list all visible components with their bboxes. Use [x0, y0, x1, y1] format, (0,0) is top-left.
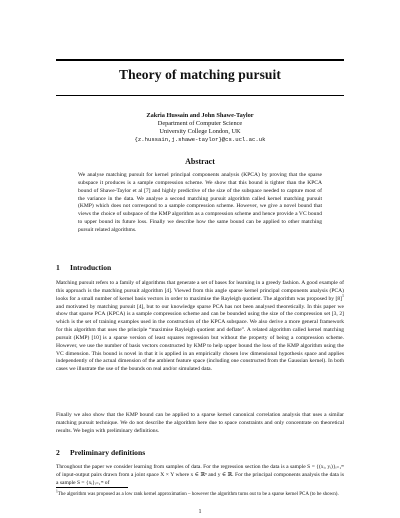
section-number: 2 — [56, 448, 60, 457]
intro-paragraph-1-part-b: and motivated by matching pursuit [4], but to our knowledge sparse PCA has not been analysed theoretically. In this paper we show that sparse PCA (KPCA) is a sample compression scheme and can be bounded using the size of the compression set [3, 2] which is the set of training examples used in the construction of the KPCA subspace. We also derive a more general framework for this algorithm that uses the principle “maximise Rayleigh quotient and deflate”. A related algorithm called kernel matching pursuit (KMP) [10] is a sparse version of least squares regression but without the property of being a compression scheme. However, we use the number of basis vectors constructed by KMP to help upper bound the loss of the KMP algorithm using the VC dimension. This bound is novel in that it is applied in an empirically chosen low dimensional hypothesis space and applies independently of the actual dimension of the ambient feature space (including one constructed from the Gaussian kernel). In both cases we illustrate the use of the bounds on real and/or simulated data. — [56, 303, 344, 373]
section-heading-introduction — [56, 263, 111, 272]
author-department: Department of Computer Science — [157, 120, 243, 127]
author-university: University College London, UK — [159, 128, 241, 135]
section-title: Introduction — [70, 263, 112, 272]
intro-paragraph-1 — [56, 280, 344, 374]
intro-paragraph-1-part-a: Matching pursuit refers to a family of algorithms that generate a set of bases for learning in a greedy fashion. A good example of this approach is the matching pursuit algorithm [4]. Viewed from this angle sparse kernel principal components analysis (PCA) looks for a small number of kernel basis vectors in order to maximise the Rayleigh quotient. The algorithm was proposed by [8] — [56, 280, 344, 302]
section-number: 1 — [56, 263, 60, 272]
abstract-heading: Abstract — [185, 157, 215, 166]
paper-title: Theory of matching pursuit — [119, 67, 281, 82]
section-title: Preliminary definitions — [70, 448, 146, 457]
author-block — [80, 112, 320, 144]
footnote-text: The algorithm was proposed as a low rank kernel approximation – however the algorithm turns out to be a sparse kernel PCA (to be shown). — [57, 492, 339, 497]
footnote-mark: 1 — [56, 489, 58, 494]
page-number: 1 — [198, 509, 202, 515]
title-top-rule — [56, 59, 344, 61]
abstract-text: We analyse matching pursuit for kernel principal components analysis (KPCA) by proving that the sparse subspace it produces is a sample compression scheme. We show that this bound is tighter than the KPCA bound of Shawe-Taylor et al [7] and highly predictive of the size of the subspace needed to capture most of the variance in the data. We analyse a second matching pursuit algorithm called kernel matching pursuit (KMP) which does not correspond to a sample compression scheme. However, we give a novel bound that views the choice of subspace of the KMP algorithm as a compression scheme and hence provide a VC bound to upper bound its future loss. Finally we describe how the same bound can be applied to other matching pursuit related algorithms. — [78, 172, 322, 233]
footnote-rule — [56, 487, 128, 488]
author-names: Zakria Hussain and John Shawe-Taylor — [146, 112, 254, 119]
footnote — [56, 491, 344, 498]
author-email: {z.hussain,j.shawe-taylor}@cs.ucl.ac.uk — [134, 136, 266, 143]
footnote-marker: 1 — [342, 292, 344, 298]
section-heading-preliminary-definitions — [56, 448, 145, 457]
definitions-paragraph-1: Throughout the paper we consider learning from samples of data. For the regression section the data is a sample S = {(xᵢ, yᵢ)}ᵢ₌₁ᵐ of input-output pairs drawn from a joint space X × Y where x ∈ ℝⁿ and y ∈ ℝ. For the principal components analysis the data is a sample S = {xᵢ}ᵢ₌₁ᵐ of — [56, 464, 344, 486]
intro-paragraph-2: Finally we also show that the KMP bound can be applied to a sparse kernel canonical correlation analysis that uses a similar matching pursuit technique. We do not describe the algorithm here due to space constraints and only concentrate on theoretical results. We begin with preliminary definitions. — [56, 412, 344, 434]
title-bottom-rule — [56, 95, 344, 96]
